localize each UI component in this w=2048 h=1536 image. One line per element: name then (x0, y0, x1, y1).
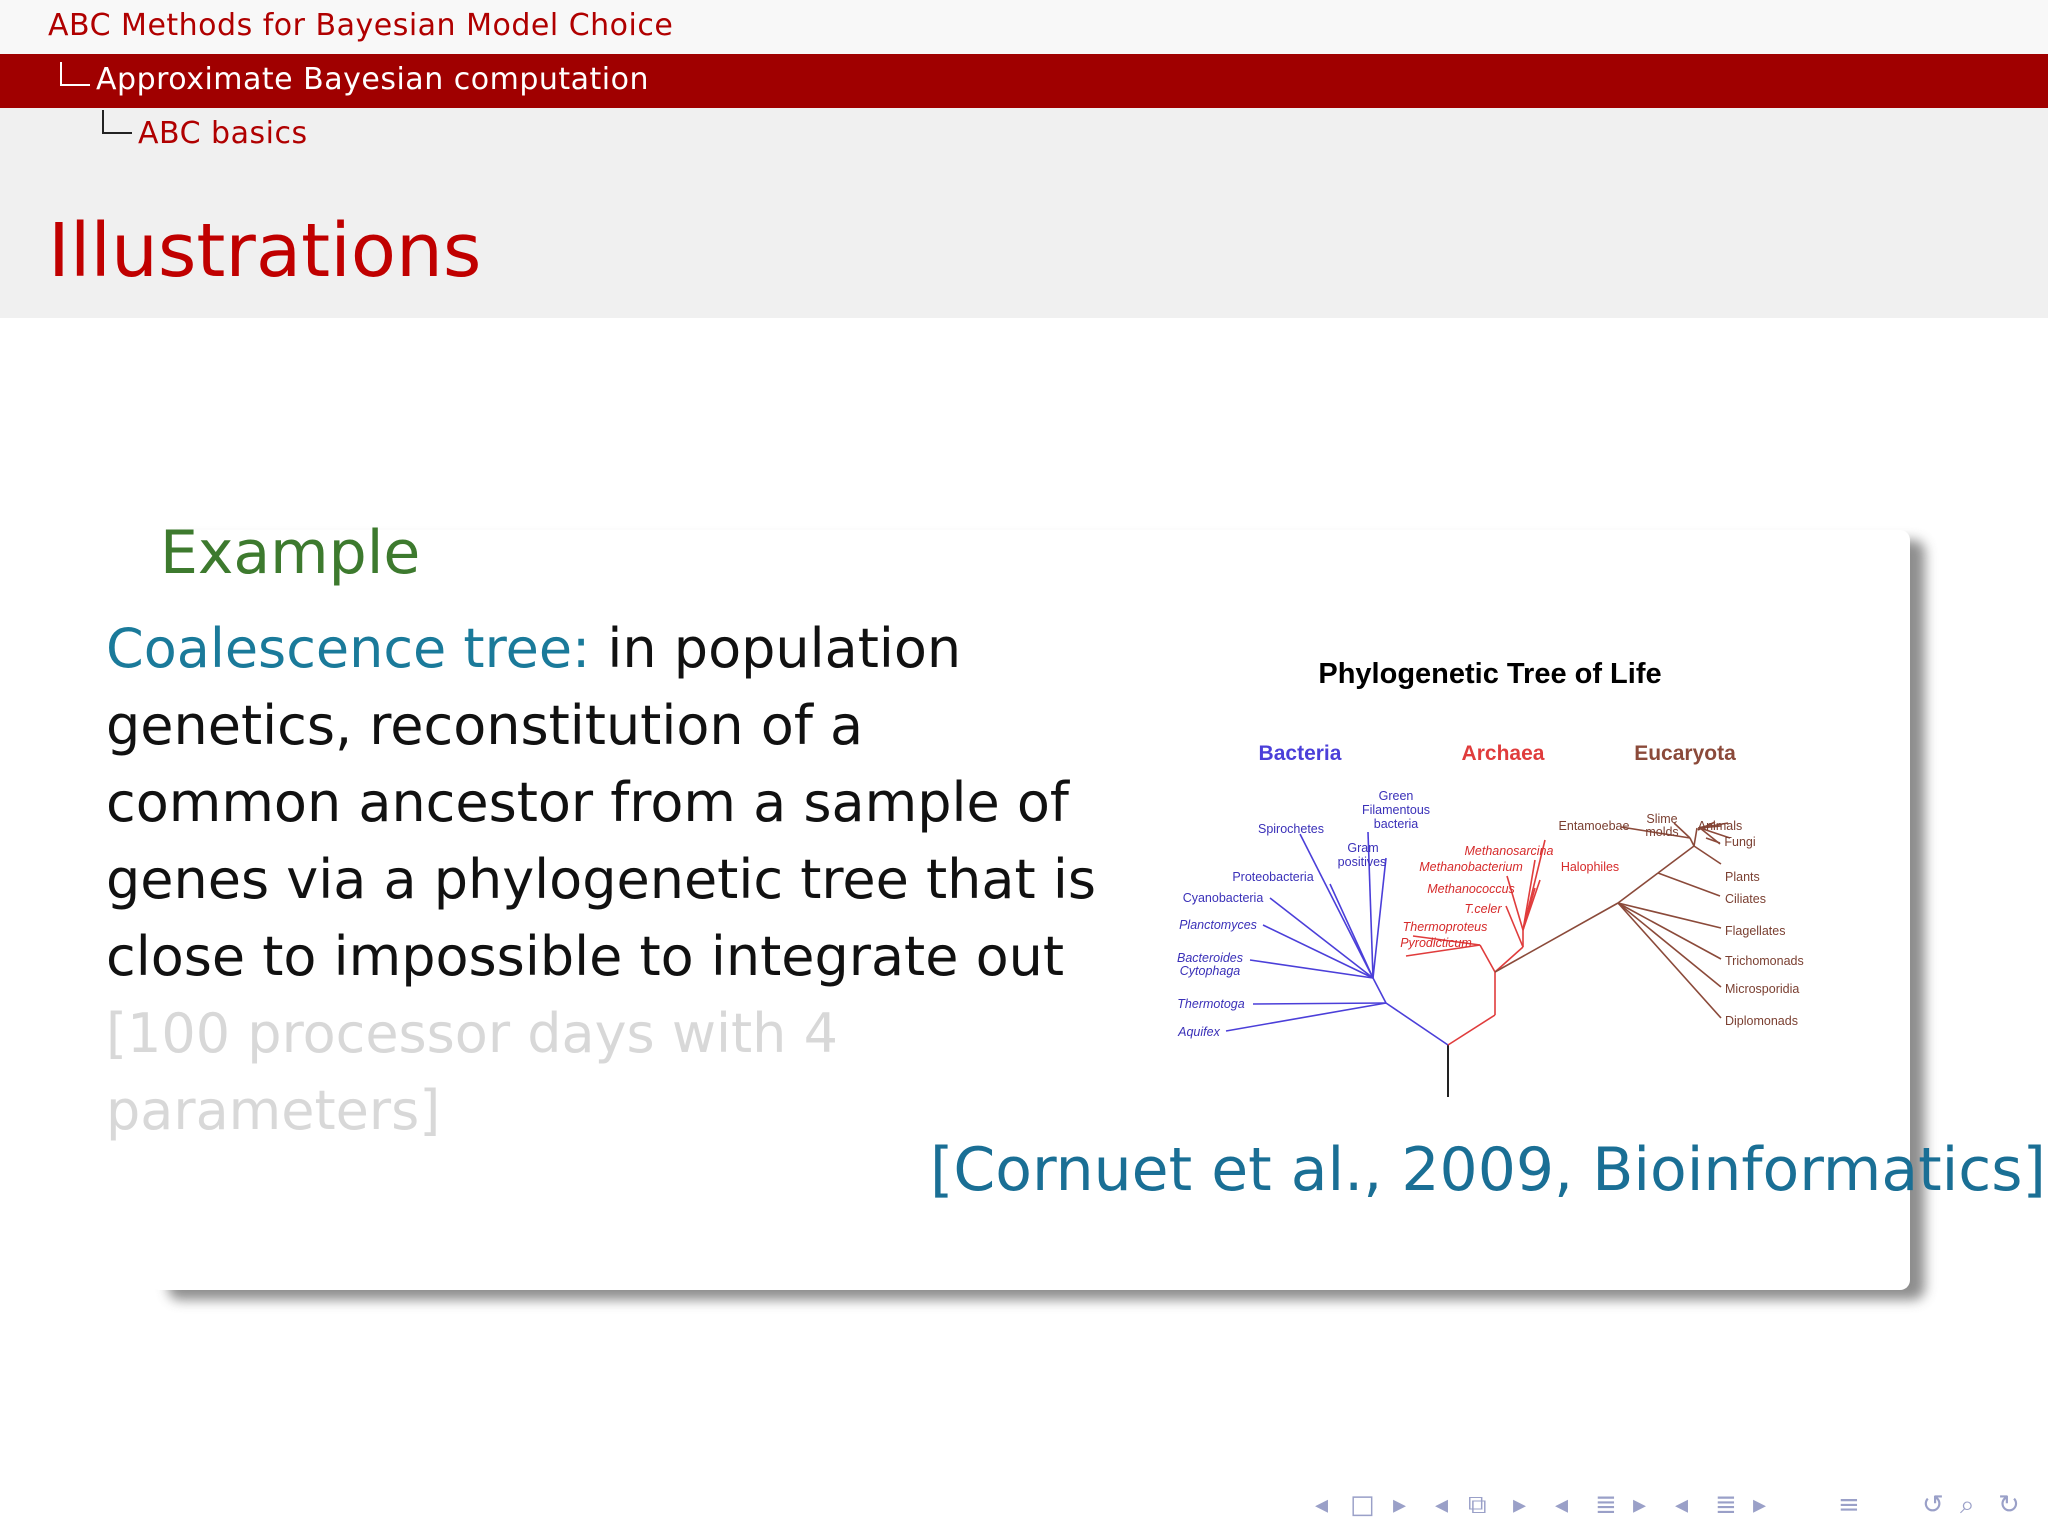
domain-label-bacteria: Bacteria (1258, 742, 1342, 765)
leaf-thermotoga: Thermotoga (1177, 997, 1245, 1011)
leaf-methanobacterium: Methanobacterium (1419, 860, 1523, 874)
leaf-diplomonads: Diplomonads (1725, 1014, 1798, 1028)
leaf-aquifex: Aquifex (1178, 1025, 1220, 1039)
leaf-cytophaga: Cytophaga (1179, 964, 1241, 978)
leaf-slime: Slime (1646, 812, 1678, 826)
nav-part-prev-icon[interactable]: ◂ (1675, 1490, 1689, 1520)
nav-align-icon[interactable]: ≡ (1838, 1490, 1860, 1520)
leaf-bacteroides: Bacteroides (1176, 951, 1244, 965)
leaf-microsporidia: Microsporidia (1725, 982, 1800, 996)
leaf-fungi: Fungi (1724, 835, 1756, 849)
header-subsubsection-link[interactable]: ABC basics (138, 116, 308, 151)
leaf-filamentous: Filamentous (1361, 803, 1431, 817)
domain-label-eucaryota: Eucaryota (1634, 742, 1736, 765)
leaf-pyrodicticum: Pyrodicticum (1400, 936, 1472, 950)
leaf-spirochetes: Spirochetes (1257, 822, 1325, 836)
leaf-positives: positives (1337, 855, 1387, 869)
leaf-tceler: T.celer (1464, 902, 1502, 916)
header-subsection-link[interactable]: Approximate Bayesian computation (96, 62, 649, 97)
nav-subsection-icon[interactable]: ⧉ (1468, 1490, 1487, 1520)
leaf-ciliates: Ciliates (1725, 892, 1766, 906)
nav-search-icon[interactable]: ⌕ (1960, 1490, 1975, 1520)
leaf-green: Green (1378, 789, 1414, 803)
figure-title: Phylogenetic Tree of Life (1318, 660, 1662, 690)
nav-forward-icon[interactable]: ↻ (1998, 1490, 2020, 1520)
frame-title: Illustrations (48, 208, 482, 294)
example-term: Coalescence tree: (106, 617, 591, 680)
leaf-animals: Animals (1697, 819, 1743, 833)
example-description: in population genetics, reconstitution of a common ancestor from a sample of genes via a phylogenetic tree that is close to impossible to integrate out (106, 617, 1096, 988)
leaf-proteobacteria: Proteobacteria (1232, 870, 1314, 884)
domain-label-archaea: Archaea (1461, 742, 1545, 765)
nav-subsection-prev-icon[interactable]: ◂ (1435, 1490, 1449, 1520)
phylogenetic-tree-figure (1168, 660, 1818, 1100)
nav-section-prev-icon[interactable]: ◂ (1555, 1490, 1569, 1520)
citation-link[interactable]: [Cornuet et al., 2009, Bioinformatics] (930, 1135, 2046, 1205)
leaf-bacteria: bacteria (1373, 817, 1419, 831)
nav-frame-next-icon[interactable]: ▸ (1393, 1490, 1407, 1520)
example-body (106, 610, 1096, 995)
nav-section-next-icon[interactable]: ▸ (1633, 1490, 1647, 1520)
leaf-molds: molds (1645, 825, 1679, 839)
nav-section-icon[interactable]: ≣ (1595, 1490, 1617, 1520)
leaf-planctomyces: Planctomyces (1179, 918, 1257, 932)
example-note: [100 processor days with 4 parameters] (106, 1002, 838, 1142)
leaf-trichomonads: Trichomonads (1725, 954, 1804, 968)
leaf-cyanobacteria: Cyanobacteria (1182, 891, 1264, 905)
leaf-halophiles: Halophiles (1560, 860, 1620, 874)
nav-part-icon[interactable]: ≣ (1715, 1490, 1737, 1520)
leaf-thermoproteus: Thermoproteus (1402, 920, 1488, 934)
example-title: Example (160, 518, 421, 588)
nav-subsection-next-icon[interactable]: ▸ (1513, 1490, 1527, 1520)
nav-part-next-icon[interactable]: ▸ (1753, 1490, 1767, 1520)
leaf-entamoebae: Entamoebae (1558, 819, 1630, 833)
leaf-flagellates: Flagellates (1725, 924, 1786, 938)
leaf-plants: Plants (1725, 870, 1760, 884)
nav-back-icon[interactable]: ↺ (1922, 1490, 1944, 1520)
leaf-methanosarcina: Methanosarcina (1464, 844, 1554, 858)
tree-elbow-icon (102, 110, 132, 134)
leaf-methanococcus: Methanococcus (1427, 882, 1515, 896)
nav-frame-prev-icon[interactable]: ◂ (1315, 1490, 1329, 1520)
tree-elbow-icon (60, 62, 90, 86)
nav-frame-icon[interactable]: □ (1350, 1490, 1375, 1520)
leaf-gram: Gram (1347, 841, 1379, 855)
header-section-link[interactable]: ABC Methods for Bayesian Model Choice (48, 8, 674, 43)
